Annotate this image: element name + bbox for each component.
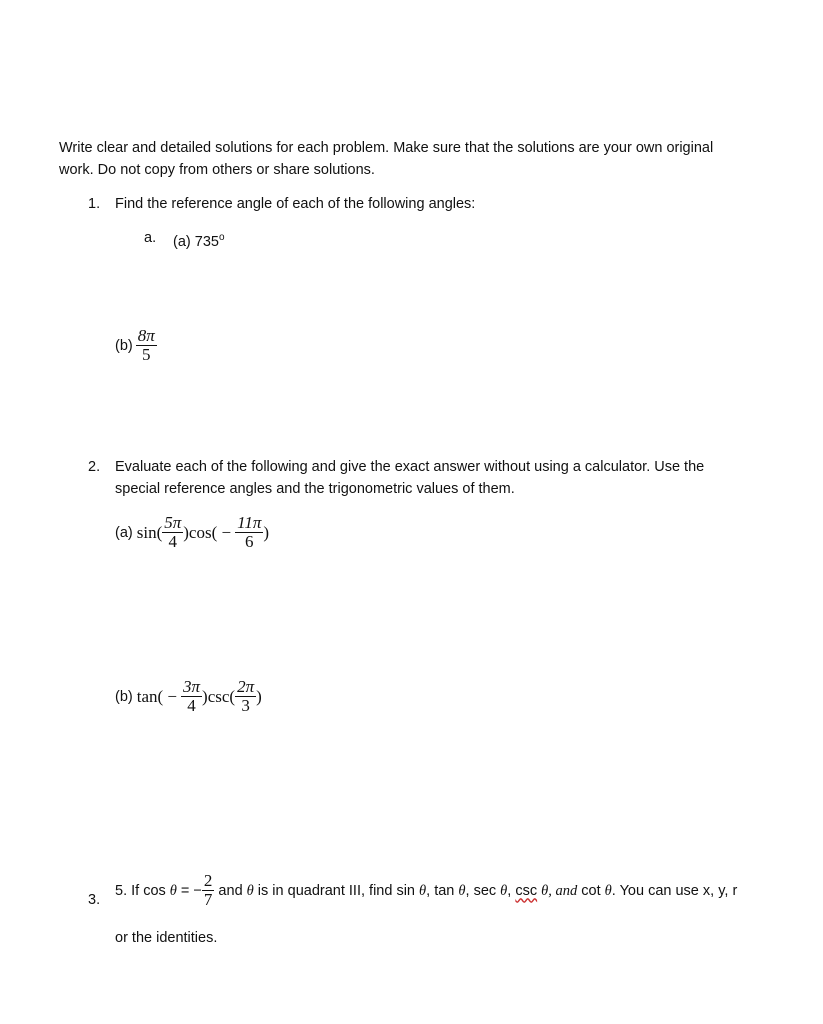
q3-fraction: [202, 872, 215, 909]
q3-line-1: [115, 872, 737, 909]
q2-b-fraction-1: [181, 678, 202, 715]
fraction-numerator: 3π: [183, 677, 201, 696]
q3-mid-1: and: [214, 882, 247, 899]
q3-mid-2: is in quadrant III, find sin: [253, 882, 420, 899]
q3-theta-1: θ: [169, 882, 177, 899]
fraction-denominator: 6: [244, 532, 254, 551]
intro-line-2: work. Do not copy from others or share solutions.: [59, 162, 375, 178]
q1-sub-a-marker: a.: [144, 230, 157, 246]
fraction-numerator: 8π: [137, 326, 155, 345]
q3-number: 3.: [88, 892, 101, 908]
q1-sub-a: [173, 227, 225, 253]
q1-sub-b-label: (b): [115, 337, 133, 354]
q1-sub-a-text: (a) 735: [173, 233, 219, 250]
q3-theta-2: θ: [246, 882, 254, 899]
fraction-denominator: 7: [203, 890, 213, 909]
q3-c3: ,: [507, 882, 516, 899]
q3-eq: = −: [176, 882, 202, 899]
q3-theta-7: θ: [604, 882, 612, 899]
fraction-numerator: 5π: [164, 513, 182, 532]
q3-theta-6: θ: [541, 882, 549, 899]
q2-line-1: Evaluate each of the following and give the exact answer without using a calculator. Use the: [115, 459, 705, 475]
q3-prefix: 5. If cos: [115, 882, 166, 899]
q1-sub-b-fraction: [136, 327, 157, 364]
q2-b-fraction-2: [235, 678, 256, 715]
degree-mark: o: [218, 232, 225, 243]
fraction-denominator: 3: [241, 696, 250, 715]
q3-theta-3: θ: [419, 882, 427, 899]
q2-a-close: ): [263, 522, 270, 542]
q2-b-func-2: )csc(: [202, 686, 236, 706]
q2-a-func-1: sin(: [136, 522, 163, 542]
q3-c1: , tan: [426, 882, 459, 899]
q2-b-func-1: tan( −: [136, 686, 178, 706]
q2-line-2: special reference angles and the trigonometric values of them.: [115, 481, 515, 497]
q1-text: Find the reference angle of each of the following angles:: [115, 196, 476, 212]
q3-c2: , sec: [465, 882, 501, 899]
q3-theta-5: θ: [500, 882, 508, 899]
q2-b-label: (b): [115, 688, 133, 705]
q2-b-close: ): [256, 686, 262, 706]
q2-a-label: (a): [115, 524, 133, 541]
fraction-denominator: 5: [142, 345, 151, 364]
q1-number: 1.: [88, 196, 101, 212]
fraction-numerator: 2: [203, 871, 213, 890]
q2-a-func-2: )cos( −: [183, 522, 232, 542]
fraction-denominator: 4: [187, 696, 196, 715]
q2-part-b: [115, 678, 262, 715]
q3-line-2: or the identities.: [115, 930, 218, 946]
q3-csc: csc: [515, 882, 538, 899]
q2-a-fraction-1: [162, 514, 183, 551]
q1-sub-b: [115, 327, 157, 364]
fraction-denominator: 4: [168, 532, 177, 551]
fraction-numerator: 11π: [237, 513, 262, 532]
q2-number: 2.: [88, 459, 101, 475]
q3-end: . You can use x, y, r: [611, 882, 738, 899]
q3-cot: cot: [577, 882, 605, 899]
q3-and: , and: [548, 882, 578, 899]
q2-part-a: [115, 514, 269, 551]
q2-a-fraction-2: [235, 514, 263, 551]
intro-line-1: Write clear and detailed solutions for each problem. Make sure that the solutions are your own original: [59, 140, 714, 156]
fraction-numerator: 2π: [237, 677, 255, 696]
q3-theta-4: θ: [458, 882, 466, 899]
